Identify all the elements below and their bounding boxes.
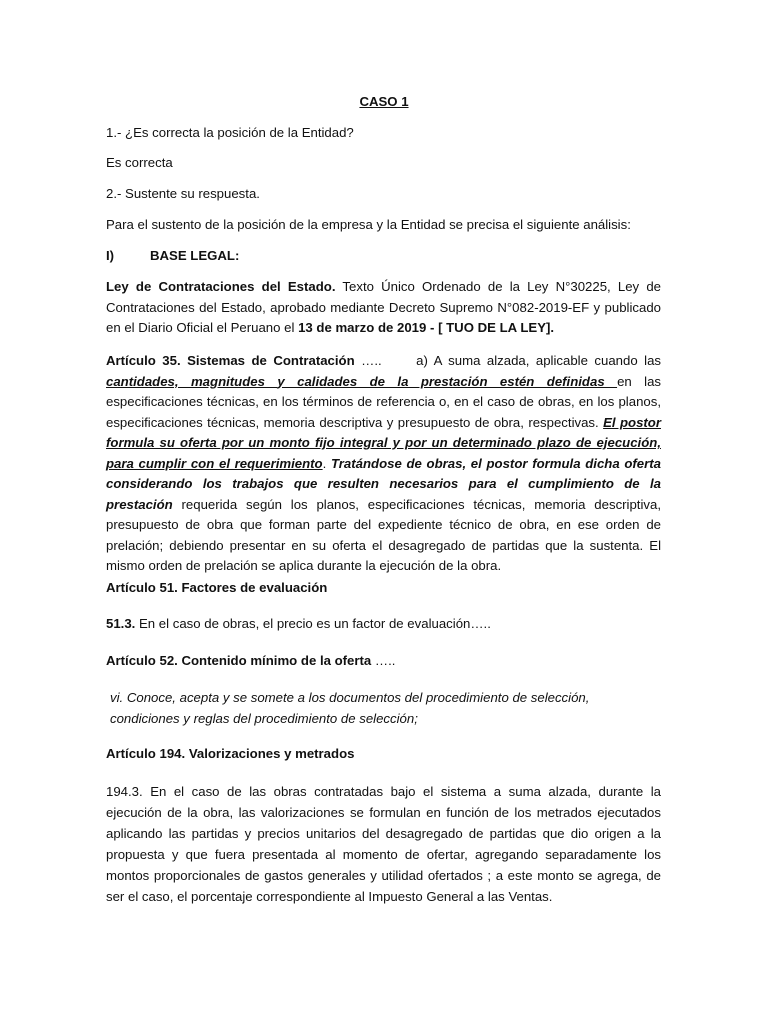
paragraph-51-3 bbox=[106, 614, 661, 635]
article-35-text-3: requerida según los planos, especificaciones técnicas, memoria descriptiva, presupuesto de obra que forman parte del expediente técnico de obra, en ese orden de prelación; debiendo presentar en su oferta el desagregado de partidas que la sustenta. El mismo orden de prelación se aplica durante la ejecución de la obra. bbox=[106, 496, 661, 573]
clause-vi-text: vi. Conoce, acepta y se somete a los documentos del procedimiento de selección, condiciones y reglas del procedimiento de selección; bbox=[110, 690, 590, 726]
article-35-underlined-2: El postor formula su oferta por un monto fijo integral y por un determinado plazo de ejecución, para cumplir con el requerimiento bbox=[106, 414, 661, 471]
question-1: 1.- ¿Es correcta la posición de la Entidad? bbox=[106, 125, 354, 140]
question-2: 2.- Sustente su respuesta. bbox=[106, 186, 260, 201]
article-35-text-2: . bbox=[322, 455, 331, 471]
article-35-dots: ….. bbox=[354, 353, 382, 368]
clause-vi bbox=[110, 688, 640, 729]
paragraph-51-3-number: 51.3. bbox=[106, 616, 136, 631]
section-label: BASE LEGAL: bbox=[150, 248, 240, 263]
article-52-heading bbox=[106, 651, 661, 672]
article-35-bold-italic: Tratándose de obras, el postor formula dicha oferta considerando los trabajos que resulten necesarios para el cumplimiento de la prestación bbox=[106, 455, 662, 512]
ley-paragraph bbox=[106, 277, 661, 339]
article-52-dots: ….. bbox=[371, 653, 396, 668]
section-heading-base-legal bbox=[106, 246, 661, 267]
article-35-underlined-1: cantidades, magnitudes y calidades de la prestación estén definidas bbox=[106, 373, 618, 389]
ley-date: 13 de marzo de 2019 - [ TUO DE LA LEY]. bbox=[298, 320, 555, 335]
paragraph-51-3-text: En el caso de obras, el precio es un factor de evaluación….. bbox=[135, 616, 491, 631]
article-35-intro: a) A suma alzada, aplicable cuando las bbox=[416, 353, 661, 368]
article-51-heading bbox=[106, 578, 661, 599]
article-52-heading-text: Artículo 52. Contenido mínimo de la oferta bbox=[106, 653, 372, 668]
intro-paragraph: Para el sustento de la posición de la empresa y la Entidad se precisa el siguiente análisis: bbox=[106, 217, 631, 232]
ley-name: Ley de Contrataciones del Estado. bbox=[106, 279, 336, 294]
article-194-heading-text: Artículo 194. Valorizaciones y metrados bbox=[106, 746, 355, 761]
article-51-heading-text: Artículo 51. Factores de evaluación bbox=[106, 580, 328, 595]
article-194-heading bbox=[106, 744, 661, 765]
document-title: CASO 1 bbox=[359, 94, 409, 109]
section-number: I) bbox=[106, 248, 115, 263]
article-35-text-1: en las especificaciones técnicas, en los términos de referencia o, en el caso de obras, en los planos, especificaciones técnicas, memoria descriptiva y presupuesto de obra, respectivas. bbox=[106, 373, 661, 430]
answer-1: Es correcta bbox=[106, 155, 173, 170]
article-35-heading: Artículo 35. Sistemas de Contratación bbox=[106, 353, 355, 368]
article-35-paragraph bbox=[106, 351, 661, 577]
paragraph-194-3: 194.3. En el caso de las obras contratadas bajo el sistema a suma alzada, durante la ejecución de la obra, las valorizaciones se formulan en función de los metrados ejecutados aplicando las partidas y precios unitarios del desagregado de partidas que dio origen a la propuesta y que fuera presentada al momento de ofertar, agregando separadamente los montos proporcionales de gastos generales y utilidad ofertados ; a este monto se agrega, de ser el caso, el porcentaje correspondiente al Impuesto General a las Ventas. bbox=[106, 784, 661, 904]
ley-text: Texto Único Ordenado de la Ley N°30225, Ley de Contrataciones del Estado, aprobado mediante Decreto Supremo N°082-2019-EF y publicado en el Diario Oficial el Peruano el bbox=[106, 279, 661, 335]
